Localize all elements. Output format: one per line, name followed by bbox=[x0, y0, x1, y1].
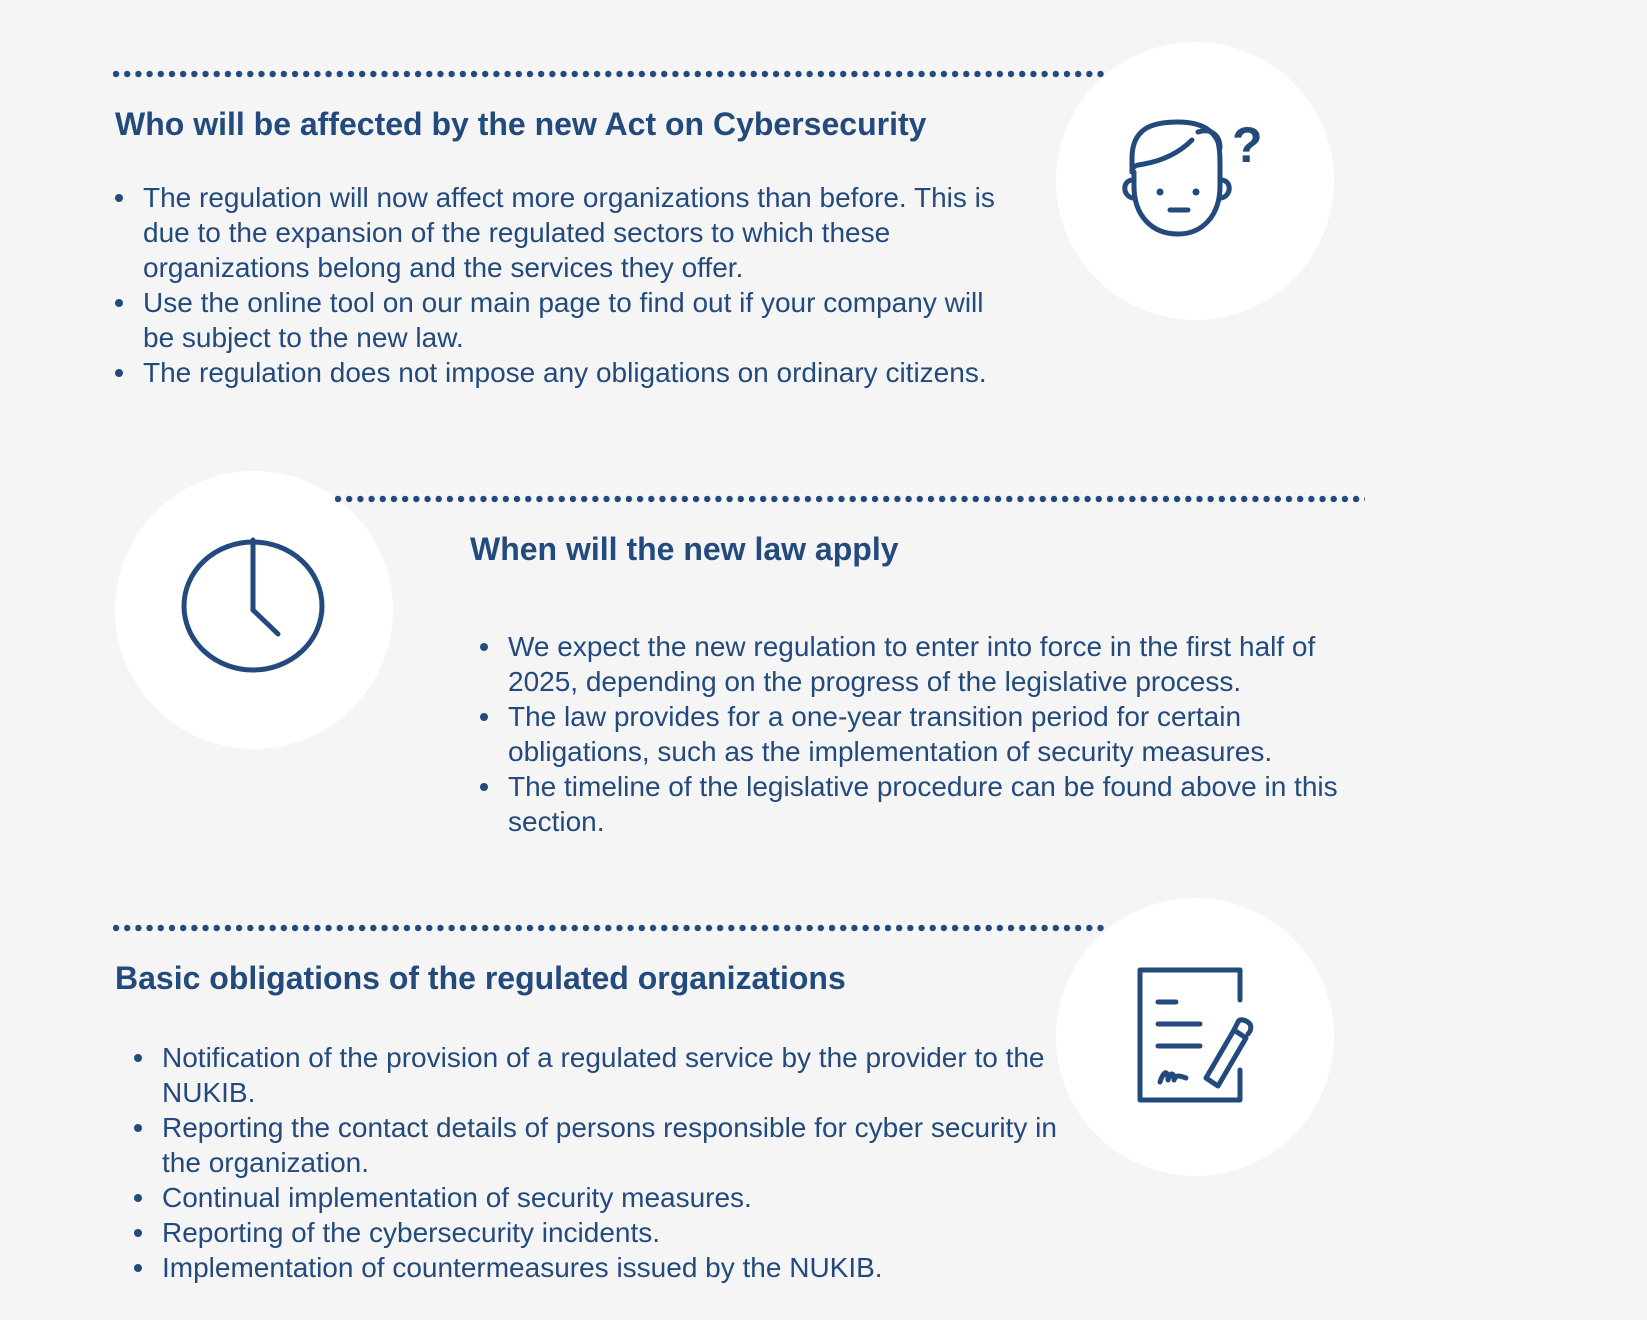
section-3-list bbox=[132, 1040, 1062, 1285]
list-item: The regulation does not impose any obligations on ordinary citizens. bbox=[113, 355, 1013, 390]
list-item: Implementation of countermeasures issued by the NUKIB. bbox=[132, 1250, 1062, 1285]
list-item: The timeline of the legislative procedure can be found above in this section. bbox=[478, 769, 1378, 839]
document-signature-icon bbox=[1130, 966, 1260, 1106]
section-2-heading: When will the new law apply bbox=[470, 531, 899, 567]
list-item: Continual implementation of security measures. bbox=[132, 1180, 1062, 1215]
dotted-divider-1 bbox=[113, 70, 1105, 78]
person-question-icon bbox=[1120, 110, 1270, 250]
section-1-heading: Who will be affected by the new Act on Cybersecurity bbox=[115, 106, 927, 142]
list-item: The regulation will now affect more organizations than before. This is due to the expansion of the regulated sectors to which these organizations belong and the services they offer. bbox=[113, 180, 1013, 285]
list-item: Reporting the contact details of persons responsible for cyber security in the organization. bbox=[132, 1110, 1062, 1180]
list-item: Reporting of the cybersecurity incidents. bbox=[132, 1215, 1062, 1250]
section-1-list bbox=[113, 180, 1013, 390]
list-item: The law provides for a one-year transition period for certain obligations, such as the implementation of security measures. bbox=[478, 699, 1378, 769]
svg-text:?: ? bbox=[1232, 117, 1263, 173]
clock-icon bbox=[180, 536, 330, 676]
section-3-heading: Basic obligations of the regulated organizations bbox=[115, 960, 846, 996]
section-2-list bbox=[478, 629, 1378, 839]
list-item: Use the online tool on our main page to find out if your company will be subject to the new law. bbox=[113, 285, 1013, 355]
list-item: Notification of the provision of a regulated service by the provider to the NUKIB. bbox=[132, 1040, 1062, 1110]
dotted-divider-3 bbox=[113, 924, 1105, 932]
dotted-divider-2 bbox=[335, 495, 1365, 503]
list-item: We expect the new regulation to enter into force in the first half of 2025, depending on the progress of the legislative process. bbox=[478, 629, 1378, 699]
